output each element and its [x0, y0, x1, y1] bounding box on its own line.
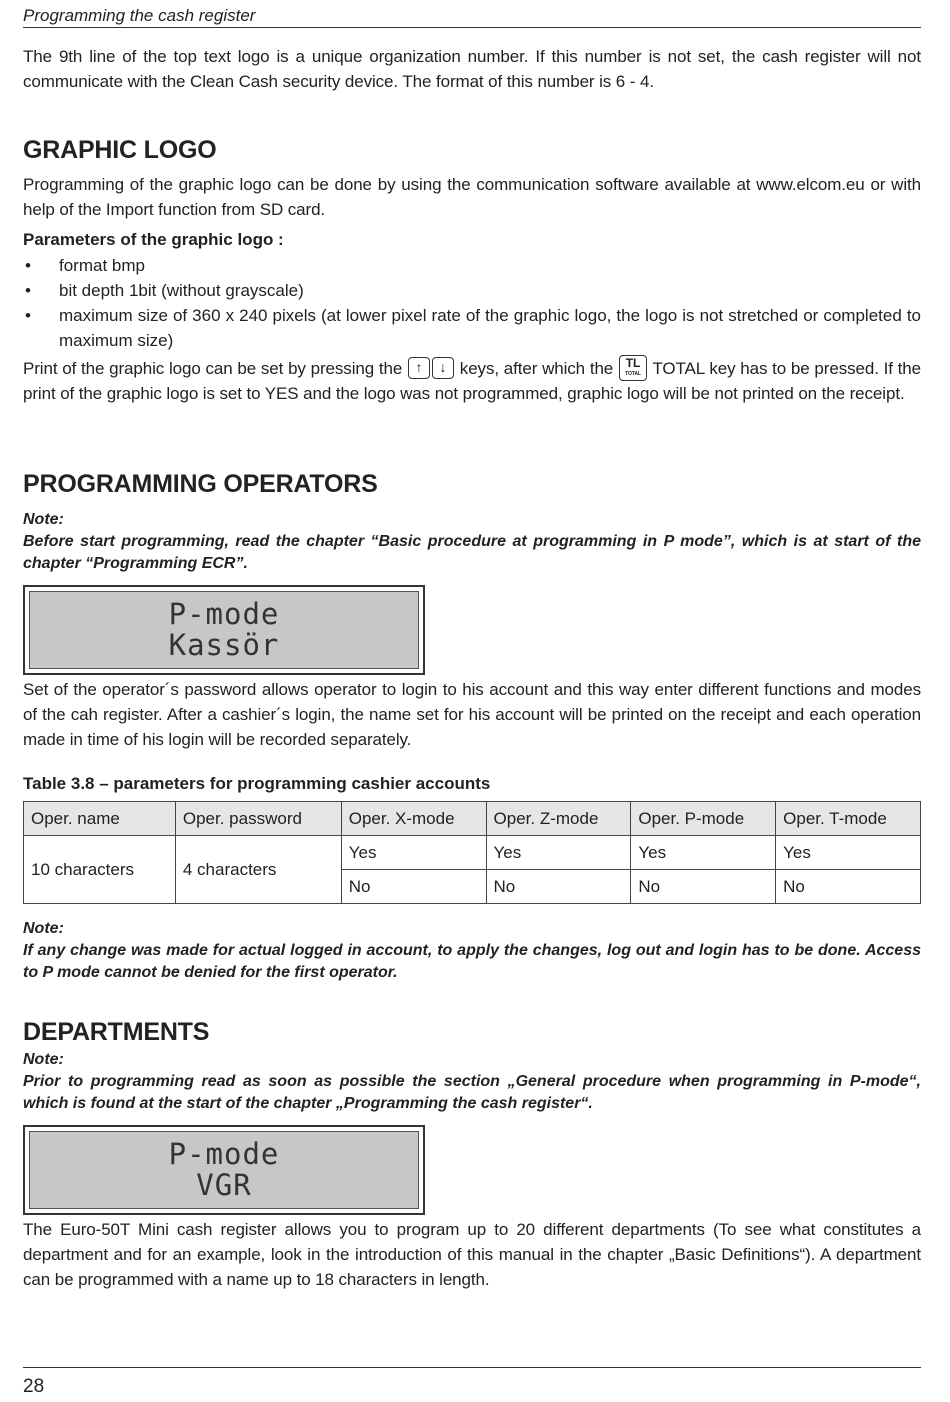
departments-body [23, 1217, 921, 1292]
table-cell: Yes [341, 836, 486, 870]
cashier-params-table [23, 801, 921, 904]
running-head: Programming the cash register [23, 6, 921, 28]
intro-paragraph: The 9th line of the top text logo is a unique organization number. If this number is not set, the cash register will not communicate with the Clean Cash security device. The format of this number is 6 - 4. [23, 47, 921, 91]
display-p-mode-vgr [23, 1125, 425, 1215]
operators-body [23, 677, 921, 796]
display-screen [29, 591, 419, 669]
departments-note-text: Prior to programming read as soon as possible the section „General procedure when programming in P-mode“, which is found at the start of the chapter „Programming the cash register“. [23, 1073, 921, 1112]
operators-note-text: Before start programming, read the chapter “Basic procedure at programming in P mode”, which is at start of the chapter “Programming ECR”. [23, 533, 921, 572]
display-screen [29, 1131, 419, 1209]
cashier-table-wrap [23, 801, 921, 904]
print-text-start: Print of the graphic logo can be set by pressing the [23, 359, 403, 378]
table-header-cell: Oper. Z-mode [486, 802, 631, 836]
graphic-logo-heading: GRAPHIC LOGO [23, 136, 217, 164]
total-key-sublabel: TOTAL [625, 370, 641, 377]
table-cell: No [776, 870, 921, 904]
down-arrow-key-icon: ↓ [432, 357, 454, 379]
list-item: • bit depth 1bit (without grayscale) [23, 278, 921, 303]
table-cell: Yes [631, 836, 776, 870]
table-header-cell: Oper. password [175, 802, 341, 836]
intro-section [23, 44, 921, 94]
table-cell-name: 10 characters [24, 836, 176, 904]
departments-note-title: Note: [23, 1051, 64, 1068]
graphic-logo-print-paragraph [23, 356, 921, 406]
page-number: 28 [23, 1376, 45, 1397]
print-text-end: TOTAL key has to be pressed. If the print of the graphic logo is set to YES and the logo was not programmed, graphic logo will be not printed on the receipt. [23, 359, 921, 403]
graphic-logo-params-title: Parameters of the graphic logo : [23, 230, 284, 249]
table-header-row [24, 802, 921, 836]
departments-heading: DEPARTMENTS [23, 1018, 210, 1046]
display-line-2: Kassör [168, 628, 280, 662]
graphic-logo-params-list [23, 253, 921, 353]
table-header-cell: Oper. X-mode [341, 802, 486, 836]
graphic-logo-section [23, 135, 921, 406]
operators-section [23, 469, 921, 575]
table-cell: Yes [776, 836, 921, 870]
print-text-middle: keys, after which the [459, 359, 614, 378]
graphic-logo-paragraph: Programming of the graphic logo can be done by using the communication software available at www.elcom.eu or with help of the Import function from SD card. [23, 175, 921, 219]
departments-section [23, 1017, 921, 1115]
table-header-cell: Oper. name [24, 802, 176, 836]
display-line-1: P-mode [168, 597, 280, 631]
footer-divider [23, 1367, 921, 1368]
operators-note2-text: If any change was made for actual logged in account, to apply the changes, log out and login has to be done. Access to P mode cannot be denied for the first operator. [23, 942, 921, 981]
table-header-cell: Oper. P-mode [631, 802, 776, 836]
operators-note-title: Note: [23, 511, 64, 528]
table-cell: Yes [486, 836, 631, 870]
operators-paragraph: Set of the operator´s password allows operator to login to his account and this way enter different functions and modes of the cah register. After a cashier´s login, the name set for his account will be printed on the receipt and each operation made in time of his login will be recorded separately. [23, 680, 921, 749]
table-cell: No [486, 870, 631, 904]
display-line-2: VGR [196, 1168, 252, 1202]
operators-note2-title: Note: [23, 920, 64, 937]
table-cell: No [631, 870, 776, 904]
departments-paragraph: The Euro-50T Mini cash register allows you to program up to 20 different departments (To see what constitutes a department and for an example, look in the introduction of this manual in the chapter „Basic Definitions“). A department can be programmed with a name up to 18 characters in length. [23, 1220, 921, 1289]
table-header-cell: Oper. T-mode [776, 802, 921, 836]
operators-note2 [23, 918, 921, 984]
table-cell-password: 4 characters [175, 836, 341, 904]
operators-heading: PROGRAMMING OPERATORS [23, 470, 378, 498]
list-item: • format bmp [23, 253, 921, 278]
table-cell: No [341, 870, 486, 904]
total-key-icon [619, 355, 647, 381]
display-line-1: P-mode [168, 1137, 280, 1171]
up-arrow-key-icon: ↑ [408, 357, 430, 379]
total-key-label: TL [625, 355, 641, 370]
list-item: • maximum size of 360 x 240 pixels (at lower pixel rate of the graphic logo, the logo is not stretched or completed to maximum size) [23, 303, 921, 353]
table-row [24, 836, 921, 870]
table-title: Table 3.8 – parameters for programming cashier accounts [23, 774, 491, 793]
display-p-mode-kassor [23, 585, 425, 675]
